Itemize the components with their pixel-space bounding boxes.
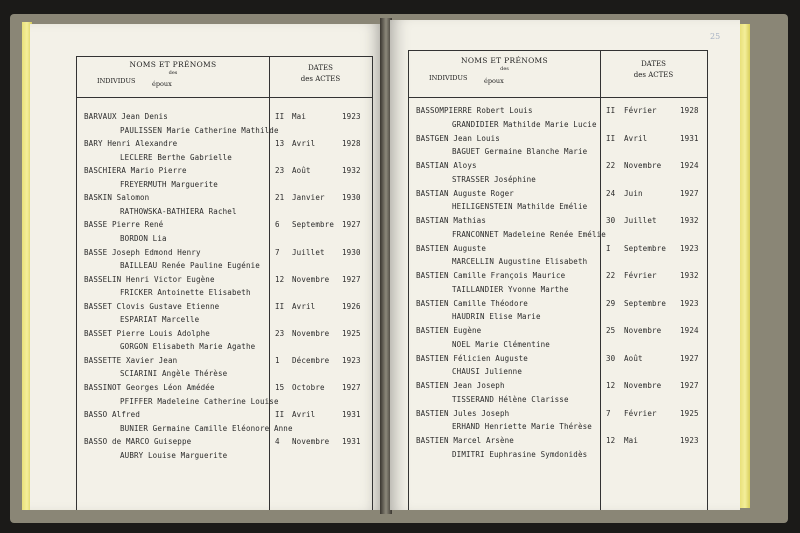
- act-day: 23: [275, 328, 285, 338]
- names-header: [77, 60, 269, 90]
- bride-name: HEILIGENSTEIN Mathilde Emélie: [452, 202, 588, 212]
- act-month: Novembre: [292, 437, 330, 447]
- groom-name: BASKIN Salomon: [84, 193, 150, 203]
- act-day: 25: [606, 326, 616, 335]
- bride-name: GORGON Elisabeth Marie Agathe: [120, 342, 256, 352]
- groom-name: BASSELIN Henri Victor Eugène: [84, 274, 215, 284]
- act-day: 24: [606, 188, 616, 198]
- bride-name: CHAUSI Julienne: [452, 367, 522, 377]
- act-month: Février: [624, 408, 657, 418]
- dates-header-title: DATES: [641, 60, 666, 68]
- groom-name: BASSOMPIERRE Robert Louis: [416, 106, 533, 115]
- dates-header-title: DATES: [308, 64, 333, 72]
- act-day: 30: [606, 353, 616, 363]
- act-month: Décembre: [292, 355, 330, 365]
- groom-name: BASTIEN Camille François Maurice: [416, 271, 566, 280]
- groom-name: BASSE Joseph Edmond Henry: [84, 247, 201, 257]
- groom-name: BASTIEN Eugène: [416, 326, 482, 335]
- names-header: [409, 56, 600, 86]
- act-day: 21: [275, 193, 285, 203]
- groom-name: BARVAUX Jean Denis: [84, 112, 168, 121]
- header-divider: [409, 97, 707, 98]
- groom-name: BASTIAN Aloys: [416, 161, 477, 170]
- bride-name: ERHAND Henriette Marie Thérèse: [452, 422, 592, 432]
- names-header-individus: INDIVIDUS: [97, 77, 136, 85]
- bride-name: DIMITRI Euphrasine Symdonidès: [452, 449, 588, 459]
- act-month: Novembre: [292, 274, 330, 284]
- groom-name: BASTIEN Jules Joseph: [416, 408, 510, 418]
- act-year: 1932: [680, 216, 699, 225]
- act-month: Avril: [292, 301, 316, 311]
- bride-name: TAILLANDIER Yvonne Marthe: [452, 284, 569, 294]
- bride-name: ESPARIAT Marcelle: [120, 315, 200, 325]
- bride-name: PAULISSEN Marie Catherine Mathilde: [120, 125, 279, 135]
- names-header-title: NOMS ET PRÉNOMS: [461, 56, 548, 65]
- act-month: Avril: [292, 410, 316, 420]
- bride-name: FRANCONNET Madeleine Renée Emélie: [452, 229, 606, 239]
- groom-name: BASCHIERA Mario Pierre: [84, 166, 187, 176]
- dates-header: [600, 60, 707, 79]
- act-month: Mai: [624, 436, 638, 445]
- act-year: 1931: [342, 437, 361, 447]
- act-year: 1930: [342, 247, 361, 257]
- act-month: Juillet: [624, 216, 657, 225]
- act-day: 7: [275, 247, 280, 257]
- act-month: Avril: [624, 133, 648, 143]
- act-year: 1927: [342, 383, 361, 392]
- act-year: 1931: [680, 133, 699, 143]
- groom-name: BASTIEN Félicien Auguste: [416, 353, 528, 363]
- act-year: 1927: [680, 381, 699, 390]
- names-header-des: des: [168, 70, 178, 76]
- act-month: Avril: [292, 139, 316, 149]
- act-month: Août: [292, 166, 311, 176]
- bride-name: PFIFFER Madeleine Catherine Louise: [120, 396, 279, 406]
- groom-name: BASTIAN Mathias: [416, 216, 486, 225]
- act-month: Août: [624, 353, 643, 363]
- names-header-des: des: [500, 66, 509, 72]
- act-day: 6: [275, 220, 280, 230]
- act-year: 1923: [680, 436, 699, 445]
- groom-name: BASSE Pierre René: [84, 220, 164, 230]
- names-header-epoux: époux: [152, 80, 172, 88]
- bride-name: STRASSER Joséphine: [452, 174, 536, 184]
- act-year: 1931: [342, 410, 361, 420]
- act-year: 1928: [680, 106, 699, 115]
- act-day: II: [275, 112, 285, 121]
- act-year: 1925: [680, 408, 699, 418]
- page-number: 25: [710, 32, 721, 41]
- groom-name: BASTIEN Camille Théodore: [416, 298, 528, 308]
- act-day: 7: [606, 408, 611, 418]
- act-year: 1927: [680, 188, 699, 198]
- act-year: 1928: [342, 139, 361, 149]
- act-day: II: [275, 410, 285, 420]
- bride-name: BAILLEAU Renée Pauline Eugénie: [120, 261, 260, 271]
- act-day: 13: [275, 139, 285, 149]
- act-day: 12: [275, 274, 285, 284]
- act-year: 1932: [680, 271, 699, 280]
- act-day: II: [606, 133, 616, 143]
- act-month: Septembre: [624, 298, 666, 308]
- act-day: 22: [606, 161, 616, 170]
- page-edges-right: [740, 24, 750, 508]
- act-year: 1923: [680, 243, 699, 253]
- act-day: 12: [606, 436, 616, 445]
- groom-name: BASSET Pierre Louis Adolphe: [84, 328, 210, 338]
- groom-name: BARY Henri Alexandre: [84, 139, 178, 149]
- act-year: 1923: [680, 298, 699, 308]
- act-year: 1923: [342, 355, 361, 365]
- act-day: 22: [606, 271, 616, 280]
- bride-name: AUBRY Louise Marguerite: [120, 450, 228, 460]
- act-day: 30: [606, 216, 616, 225]
- act-month: Novembre: [624, 381, 662, 390]
- act-month: Janvier: [292, 193, 325, 203]
- names-header-title: NOMS ET PRÉNOMS: [129, 60, 217, 69]
- bride-name: BORDON Lia: [120, 233, 167, 243]
- dates-header-sub: des ACTES: [300, 75, 341, 83]
- act-year: 1926: [342, 301, 361, 311]
- groom-name: BASSINOT Georges Léon Amédée: [84, 383, 215, 392]
- act-year: 1930: [342, 193, 361, 203]
- act-month: Septembre: [624, 243, 666, 253]
- act-year: 1932: [342, 166, 361, 176]
- groom-name: BASTIEN Marcel Arsène: [416, 436, 514, 445]
- act-day: II: [606, 106, 616, 115]
- act-year: 1923: [342, 112, 361, 121]
- groom-name: BASTIEN Jean Joseph: [416, 381, 505, 390]
- names-header-individus: INDIVIDUS: [429, 74, 468, 82]
- act-day: 1: [275, 355, 280, 365]
- act-day: 12: [606, 381, 616, 390]
- bride-name: NOEL Marie Clémentine: [452, 339, 550, 349]
- bride-name: BUNIER Germaine Camille Eléonore Anne: [120, 423, 293, 433]
- act-month: Septembre: [292, 220, 334, 230]
- bride-name: GRANDIDIER Mathilde Marie Lucie: [452, 119, 597, 129]
- act-month: Novembre: [292, 328, 330, 338]
- right-page: [390, 20, 740, 510]
- bride-name: RATHOWSKA-BATHIERA Rachel: [120, 206, 237, 216]
- act-month: Mai: [292, 112, 306, 121]
- bride-name: TISSERAND Hélène Clarisse: [452, 394, 569, 404]
- act-month: Février: [624, 271, 657, 280]
- act-month: Février: [624, 106, 657, 115]
- act-month: Juin: [624, 188, 643, 198]
- bride-name: LECLERE Berthe Gabrielle: [120, 152, 232, 162]
- act-month: Novembre: [624, 161, 662, 170]
- act-month: Octobre: [292, 383, 325, 392]
- groom-name: BASSO Alfred: [84, 410, 140, 420]
- column-divider: [600, 51, 601, 510]
- act-year: 1924: [680, 161, 699, 170]
- act-year: 1927: [342, 274, 361, 284]
- act-day: 4: [275, 437, 280, 447]
- bride-name: BAGUET Germaine Blanche Marie: [452, 147, 588, 157]
- groom-name: BASTGEN Jean Louis: [416, 133, 500, 143]
- act-month: Novembre: [624, 326, 662, 335]
- act-day: 15: [275, 383, 285, 392]
- dates-header: [269, 64, 372, 83]
- groom-name: BASSET Clovis Gustave Etienne: [84, 301, 220, 311]
- groom-name: BASSO de MARCO Guiseppe: [84, 437, 192, 447]
- act-year: 1924: [680, 326, 699, 335]
- left-page: [30, 24, 382, 510]
- act-day: I: [606, 243, 611, 253]
- groom-name: BASSETTE Xavier Jean: [84, 355, 178, 365]
- bride-name: MARCELLIN Augustine Elisabeth: [452, 257, 588, 267]
- act-day: 29: [606, 298, 616, 308]
- bride-name: HAUDRIN Elise Marie: [452, 312, 541, 322]
- act-day: II: [275, 301, 285, 311]
- act-year: 1927: [342, 220, 361, 230]
- names-header-epoux: époux: [484, 77, 504, 85]
- act-year: 1925: [342, 328, 361, 338]
- groom-name: BASTIAN Auguste Roger: [416, 188, 514, 198]
- groom-name: BASTIEN Auguste: [416, 243, 486, 253]
- dates-header-sub: des ACTES: [633, 71, 674, 79]
- bride-name: FRICKER Antoinette Elisabeth: [120, 288, 251, 298]
- act-day: 23: [275, 166, 285, 176]
- bride-name: FREYERMUTH Marguerite: [120, 179, 218, 189]
- act-month: Juillet: [292, 247, 325, 257]
- header-divider: [77, 97, 372, 98]
- act-year: 1927: [680, 353, 699, 363]
- bride-name: SCIARINI Angèle Thérèse: [120, 369, 228, 379]
